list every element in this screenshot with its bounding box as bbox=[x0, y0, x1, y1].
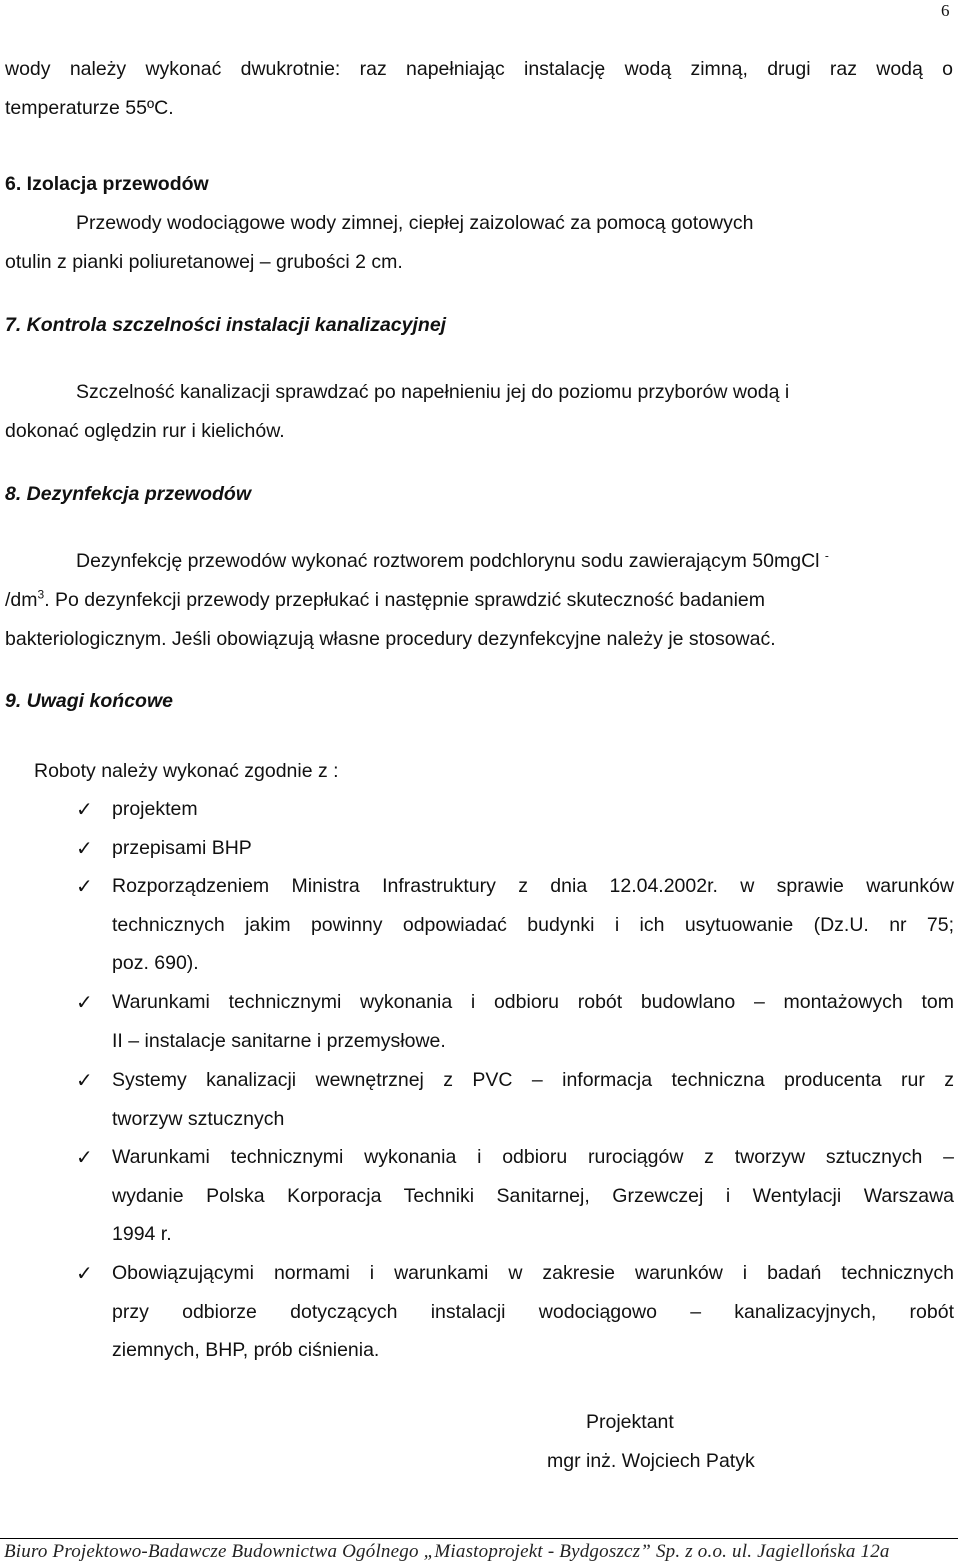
list-item-line: projektem bbox=[112, 798, 198, 820]
checkmark-icon: ✓ bbox=[76, 1068, 93, 1092]
checkmark-icon: ✓ bbox=[76, 874, 93, 898]
section-8-line-2: $/dm^3$. Po dezynfekcji przewody przepłukać i następnie sprawdzić skuteczność badaniem bbox=[5, 587, 765, 611]
list-item-line: przepisami BHP bbox=[112, 837, 252, 859]
list-item-line: technicznych jakim powinny odpowiadać budynki i ich usytuowanie (Dz.U. nr 75; bbox=[112, 913, 954, 936]
list-item-line: Obowiązującymi normami i warunkami w zakresie warunków i badań technicznych bbox=[112, 1262, 954, 1284]
checkmark-icon: ✓ bbox=[76, 836, 93, 860]
list-item-line: przy odbiorze dotyczących instalacji wodociągowo – kanalizacyjnych, robót bbox=[112, 1300, 954, 1323]
list-item-line: poz. 690). bbox=[112, 952, 199, 975]
section-6-heading: 6. Izolacja przewodów bbox=[5, 173, 209, 195]
list-item-line: ziemnych, BHP, prób ciśnienia. bbox=[112, 1339, 380, 1362]
list-item-line: II – instalacje sanitarne i przemysłowe. bbox=[112, 1029, 446, 1052]
section-7-heading: 7. Kontrola szczelności instalacji kanalizacyjnej bbox=[5, 314, 447, 336]
list-item-line: 1994 r. bbox=[112, 1223, 172, 1246]
list-item-line: tworzyw sztucznych bbox=[112, 1107, 285, 1130]
checkmark-icon: ✓ bbox=[76, 797, 93, 821]
section-7-line-2: dokonać oględzin rur i kielichów. bbox=[5, 420, 285, 442]
list-item-line: Rozporządzeniem Ministra Infrastruktury z dnia 12.04.2002r. w sprawie warunków bbox=[112, 875, 954, 897]
section-8-heading: 8. Dezynfekcja przewodów bbox=[5, 483, 251, 505]
section-9-heading: 9. Uwagi końcowe bbox=[5, 690, 173, 712]
footer-text: Biuro Projektowo-Badawcze Budownictwa Ogólnego „Miastoprojekt - Bydgoszcz” Sp. z o.o. ul. Jagiellońska 12a bbox=[4, 1541, 890, 1562]
intro-line-1: wody należy wykonać dwukrotnie: raz napełniając instalację wodą zimną, drugi raz wodą o bbox=[5, 58, 953, 80]
checkmark-icon: ✓ bbox=[76, 1261, 93, 1285]
signature-name: mgr inż. Wojciech Patyk bbox=[547, 1450, 755, 1472]
section-6-line-2: otulin z pianki poliuretanowej – grubości 2 cm. bbox=[5, 251, 403, 273]
list-item-line: Systemy kanalizacji wewnętrznej z PVC – informacja techniczna producenta rur z bbox=[112, 1069, 954, 1091]
list-item-line: wydanie Polska Korporacja Techniki Sanitarnej, Grzewczej i Wentylacji Warszawa bbox=[112, 1184, 954, 1207]
signature-role: Projektant bbox=[586, 1411, 674, 1433]
superscript-minus: - bbox=[824, 548, 829, 563]
checkmark-icon: ✓ bbox=[76, 1145, 93, 1169]
section-9-intro: Roboty należy wykonać zgodnie z : bbox=[34, 760, 339, 782]
section-8-line-1: Dezynfekcję przewodów wykonać roztworem podchlorynu sodu zawierającym 50mgCl - bbox=[76, 548, 829, 572]
footer-divider bbox=[0, 1538, 958, 1539]
section-7-line-1: Szczelność kanalizacji sprawdzać po napełnieniu jej do poziomu przyborów wodą i bbox=[76, 381, 790, 403]
list-item-line: Warunkami technicznymi wykonania i odbioru robót budowlano – montażowych tom bbox=[112, 991, 954, 1013]
list-item-line: Warunkami technicznymi wykonania i odbioru rurociągów z tworzyw sztucznych – bbox=[112, 1146, 954, 1168]
superscript-3: 3 bbox=[37, 587, 45, 602]
section-8-line-3: bakteriologicznym. Jeśli obowiązują własne procedury dezynfekcyjne należy je stosować. bbox=[5, 628, 776, 650]
page-number: 6 bbox=[941, 1, 950, 20]
intro-line-2: temperaturze 55ºC. bbox=[5, 97, 174, 119]
checkmark-icon: ✓ bbox=[76, 990, 93, 1014]
section-6-line-1: Przewody wodociągowe wody zimnej, ciepłej zaizolować za pomocą gotowych bbox=[76, 212, 754, 234]
